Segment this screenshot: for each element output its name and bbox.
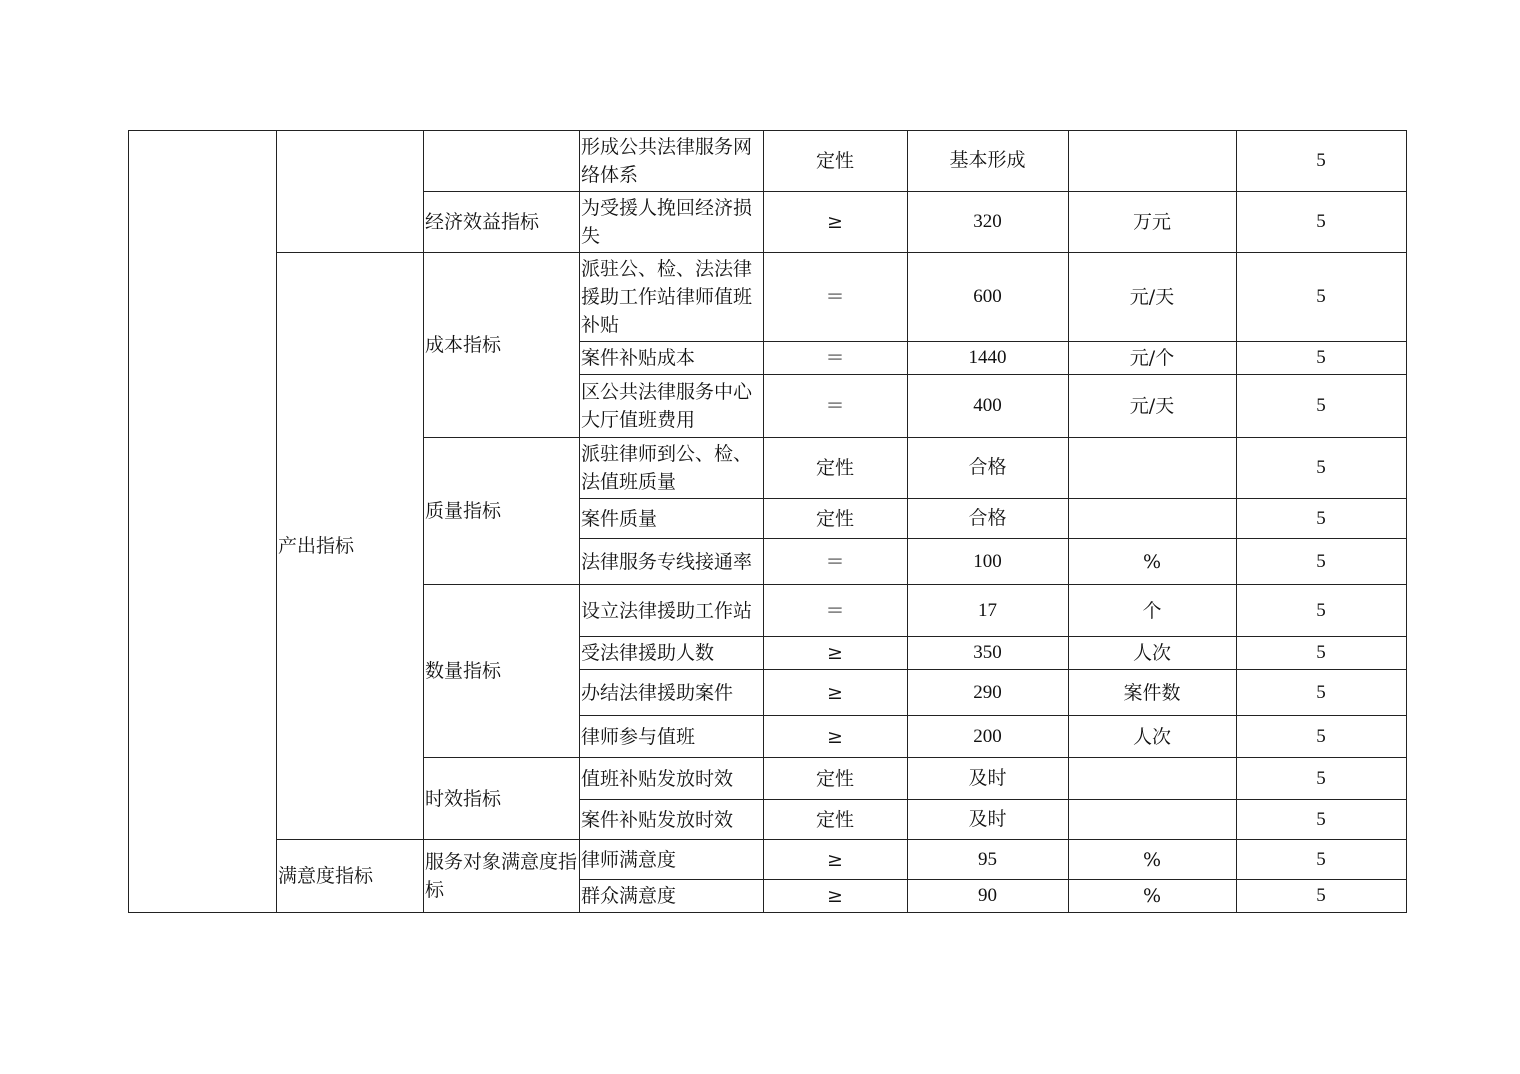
level2-cell: 数量指标 xyxy=(424,585,580,758)
blank-level1-cell xyxy=(277,131,424,253)
unit-cell: 人次 xyxy=(1069,716,1237,758)
operator-cell: ≥ xyxy=(764,840,908,880)
unit-cell: 万元 xyxy=(1069,192,1237,253)
level2-cell xyxy=(424,131,580,192)
performance-indicator-table xyxy=(128,130,1407,913)
operator-cell: ＝ xyxy=(764,585,908,637)
operator-cell: 定性 xyxy=(764,438,908,499)
target-value-cell: 合格 xyxy=(908,499,1069,539)
output-indicator-cell: 产出指标 xyxy=(277,253,424,840)
unit-cell: 人次 xyxy=(1069,637,1237,670)
target-value-cell: 100 xyxy=(908,539,1069,585)
unit-cell xyxy=(1069,438,1237,499)
score-cell: 5 xyxy=(1237,637,1407,670)
operator-cell: ＝ xyxy=(764,253,908,342)
unit-cell: 案件数 xyxy=(1069,670,1237,716)
unit-cell: 元/个 xyxy=(1069,342,1237,375)
indicator-cell: 为受援人挽回经济损失 xyxy=(580,192,764,253)
operator-cell: ≥ xyxy=(764,637,908,670)
indicator-cell: 派驻律师到公、检、法值班质量 xyxy=(580,438,764,499)
target-value-cell: 200 xyxy=(908,716,1069,758)
operator-cell: ＝ xyxy=(764,539,908,585)
indicator-cell: 形成公共法律服务网络体系 xyxy=(580,131,764,192)
target-value-cell: 290 xyxy=(908,670,1069,716)
operator-cell: 定性 xyxy=(764,800,908,840)
indicator-cell: 律师参与值班 xyxy=(580,716,764,758)
score-cell: 5 xyxy=(1237,840,1407,880)
indicator-cell: 案件质量 xyxy=(580,499,764,539)
indicator-cell: 值班补贴发放时效 xyxy=(580,758,764,800)
score-cell: 5 xyxy=(1237,131,1407,192)
target-value-cell: 及时 xyxy=(908,758,1069,800)
table-row xyxy=(129,253,1407,342)
level2-cell: 时效指标 xyxy=(424,758,580,840)
indicator-cell: 设立法律援助工作站 xyxy=(580,585,764,637)
score-cell: 5 xyxy=(1237,800,1407,840)
unit-cell: 元/天 xyxy=(1069,253,1237,342)
target-value-cell: 600 xyxy=(908,253,1069,342)
score-cell: 5 xyxy=(1237,192,1407,253)
unit-cell xyxy=(1069,131,1237,192)
score-cell: 5 xyxy=(1237,342,1407,375)
target-value-cell: 基本形成 xyxy=(908,131,1069,192)
operator-cell: 定性 xyxy=(764,131,908,192)
operator-cell: ≥ xyxy=(764,880,908,913)
level2-cell: 经济效益指标 xyxy=(424,192,580,253)
target-value-cell: 合格 xyxy=(908,438,1069,499)
score-cell: 5 xyxy=(1237,499,1407,539)
score-cell: 5 xyxy=(1237,438,1407,499)
unit-cell xyxy=(1069,800,1237,840)
score-cell: 5 xyxy=(1237,253,1407,342)
target-value-cell: 350 xyxy=(908,637,1069,670)
unit-cell: % xyxy=(1069,840,1237,880)
level2-cell: 服务对象满意度指标 xyxy=(424,840,580,913)
table-row xyxy=(129,840,1407,880)
indicator-cell: 区公共法律服务中心大厅值班费用 xyxy=(580,375,764,438)
level2-cell: 质量指标 xyxy=(424,438,580,585)
operator-cell: ≥ xyxy=(764,670,908,716)
indicator-cell: 受法律援助人数 xyxy=(580,637,764,670)
blank-category-cell xyxy=(129,131,277,913)
operator-cell: ＝ xyxy=(764,375,908,438)
target-value-cell: 1440 xyxy=(908,342,1069,375)
unit-cell: 个 xyxy=(1069,585,1237,637)
table-row xyxy=(129,131,1407,192)
unit-cell xyxy=(1069,758,1237,800)
indicator-cell: 案件补贴发放时效 xyxy=(580,800,764,840)
target-value-cell: 及时 xyxy=(908,800,1069,840)
indicator-cell: 案件补贴成本 xyxy=(580,342,764,375)
target-value-cell: 95 xyxy=(908,840,1069,880)
level2-cell: 成本指标 xyxy=(424,253,580,438)
indicator-cell: 办结法律援助案件 xyxy=(580,670,764,716)
target-value-cell: 320 xyxy=(908,192,1069,253)
indicator-cell: 群众满意度 xyxy=(580,880,764,913)
score-cell: 5 xyxy=(1237,716,1407,758)
target-value-cell: 90 xyxy=(908,880,1069,913)
score-cell: 5 xyxy=(1237,758,1407,800)
operator-cell: ≥ xyxy=(764,192,908,253)
operator-cell: ＝ xyxy=(764,342,908,375)
target-value-cell: 400 xyxy=(908,375,1069,438)
indicator-cell: 派驻公、检、法法律援助工作站律师值班补贴 xyxy=(580,253,764,342)
operator-cell: 定性 xyxy=(764,499,908,539)
indicator-cell: 律师满意度 xyxy=(580,840,764,880)
indicator-cell: 法律服务专线接通率 xyxy=(580,539,764,585)
unit-cell: 元/天 xyxy=(1069,375,1237,438)
score-cell: 5 xyxy=(1237,670,1407,716)
unit-cell xyxy=(1069,499,1237,539)
operator-cell: 定性 xyxy=(764,758,908,800)
score-cell: 5 xyxy=(1237,539,1407,585)
target-value-cell: 17 xyxy=(908,585,1069,637)
score-cell: 5 xyxy=(1237,880,1407,913)
satisfaction-indicator-cell: 满意度指标 xyxy=(277,840,424,913)
score-cell: 5 xyxy=(1237,585,1407,637)
score-cell: 5 xyxy=(1237,375,1407,438)
unit-cell: % xyxy=(1069,539,1237,585)
operator-cell: ≥ xyxy=(764,716,908,758)
unit-cell: % xyxy=(1069,880,1237,913)
